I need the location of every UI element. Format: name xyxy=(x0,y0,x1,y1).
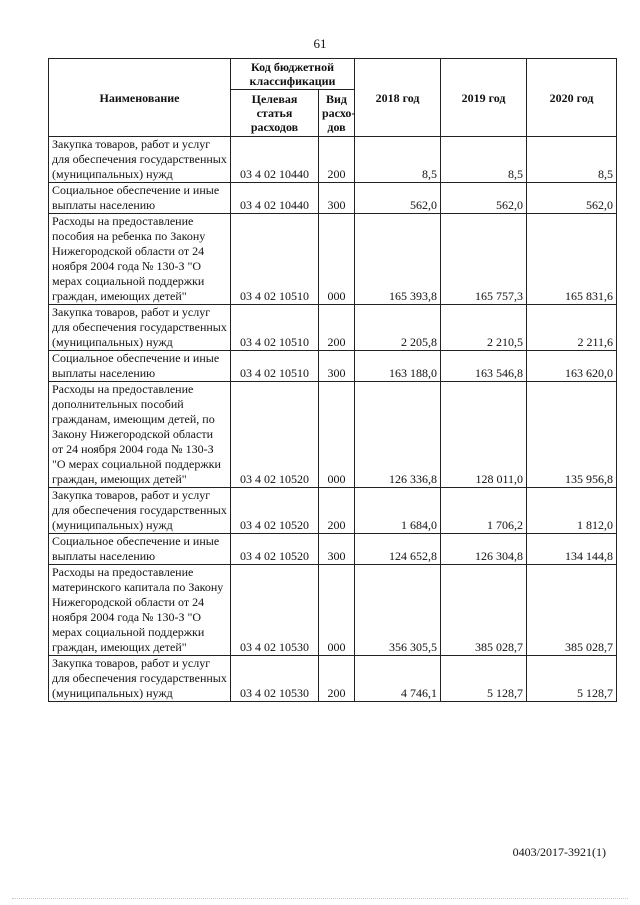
row-value-2020: 165 831,6 xyxy=(527,214,617,305)
row-expense-kind: 200 xyxy=(319,137,355,183)
row-expense-kind: 200 xyxy=(319,305,355,351)
header-name: Наименование xyxy=(49,59,231,137)
row-name: Закупка товаров, работ и услуг для обеспечения государственных (муниципальных) нужд xyxy=(49,305,231,351)
row-target-code: 03 4 02 10510 xyxy=(231,214,319,305)
row-expense-kind: 300 xyxy=(319,351,355,382)
row-value-2018: 356 305,5 xyxy=(355,565,441,656)
row-value-2019: 126 304,8 xyxy=(441,534,527,565)
scan-artifact-line xyxy=(12,898,628,900)
row-value-2019: 2 210,5 xyxy=(441,305,527,351)
row-value-2018: 165 393,8 xyxy=(355,214,441,305)
row-value-2019: 163 546,8 xyxy=(441,351,527,382)
row-name: Закупка товаров, работ и услуг для обеспечения государственных (муниципальных) нужд xyxy=(49,137,231,183)
row-expense-kind: 000 xyxy=(319,382,355,488)
budget-table xyxy=(48,58,617,702)
row-value-2018: 124 652,8 xyxy=(355,534,441,565)
table-body xyxy=(49,137,617,702)
table-row xyxy=(49,351,617,382)
row-target-code: 03 4 02 10520 xyxy=(231,382,319,488)
row-target-code: 03 4 02 10530 xyxy=(231,656,319,702)
table-row xyxy=(49,214,617,305)
table-row xyxy=(49,382,617,488)
table-row xyxy=(49,137,617,183)
row-value-2018: 562,0 xyxy=(355,183,441,214)
header-2020: 2020 год xyxy=(527,59,617,137)
row-value-2019: 165 757,3 xyxy=(441,214,527,305)
row-name: Социальное обеспечение и иные выплаты населению xyxy=(49,351,231,382)
table-row xyxy=(49,656,617,702)
table-row xyxy=(49,183,617,214)
row-value-2019: 562,0 xyxy=(441,183,527,214)
row-value-2019: 5 128,7 xyxy=(441,656,527,702)
row-value-2018: 1 684,0 xyxy=(355,488,441,534)
row-value-2020: 135 956,8 xyxy=(527,382,617,488)
row-value-2018: 163 188,0 xyxy=(355,351,441,382)
row-name: Закупка товаров, работ и услуг для обеспечения государственных (муниципальных) нужд xyxy=(49,656,231,702)
row-expense-kind: 000 xyxy=(319,214,355,305)
row-target-code: 03 4 02 10510 xyxy=(231,305,319,351)
row-value-2018: 126 336,8 xyxy=(355,382,441,488)
row-value-2020: 1 812,0 xyxy=(527,488,617,534)
row-name: Расходы на предоставление дополнительных пособий гражданам, имеющим детей, по Закону Нижегородской области от 24 ноября 2004 года № 130-З "О мерах социальной поддержки граждан, имеющих детей" xyxy=(49,382,231,488)
table-row xyxy=(49,534,617,565)
row-name: Расходы на предоставление пособия на ребенка по Закону Нижегородской области от 24 ноября 2004 года № 130-З "О мерах социальной поддержки граждан, имеющих детей" xyxy=(49,214,231,305)
row-expense-kind: 300 xyxy=(319,534,355,565)
row-expense-kind: 300 xyxy=(319,183,355,214)
row-value-2018: 4 746,1 xyxy=(355,656,441,702)
header-kind: Вид расхо-дов xyxy=(319,90,355,137)
row-target-code: 03 4 02 10520 xyxy=(231,534,319,565)
table-row xyxy=(49,488,617,534)
header-2019: 2019 год xyxy=(441,59,527,137)
row-name: Закупка товаров, работ и услуг для обеспечения государственных (муниципальных) нужд xyxy=(49,488,231,534)
header-2018: 2018 год xyxy=(355,59,441,137)
row-name: Расходы на предоставление материнского капитала по Закону Нижегородской области от 24 ноября 2004 года № 130-З "О мерах социальной поддержки граждан, имеющих детей" xyxy=(49,565,231,656)
row-value-2019: 1 706,2 xyxy=(441,488,527,534)
row-name: Социальное обеспечение и иные выплаты населению xyxy=(49,183,231,214)
row-value-2020: 562,0 xyxy=(527,183,617,214)
row-target-code: 03 4 02 10440 xyxy=(231,137,319,183)
row-target-code: 03 4 02 10520 xyxy=(231,488,319,534)
row-value-2020: 163 620,0 xyxy=(527,351,617,382)
row-value-2019: 8,5 xyxy=(441,137,527,183)
table-header xyxy=(49,59,617,137)
table-row xyxy=(49,565,617,656)
row-expense-kind: 000 xyxy=(319,565,355,656)
row-value-2020: 8,5 xyxy=(527,137,617,183)
row-value-2020: 134 144,8 xyxy=(527,534,617,565)
row-value-2020: 2 211,6 xyxy=(527,305,617,351)
row-value-2018: 2 205,8 xyxy=(355,305,441,351)
row-expense-kind: 200 xyxy=(319,488,355,534)
table-row xyxy=(49,305,617,351)
row-value-2020: 385 028,7 xyxy=(527,565,617,656)
header-target-article: Целевая статья расходов xyxy=(231,90,319,137)
page-number: 61 xyxy=(313,36,327,51)
row-target-code: 03 4 02 10440 xyxy=(231,183,319,214)
row-value-2019: 385 028,7 xyxy=(441,565,527,656)
header-code-group: Код бюджетной классификации xyxy=(231,59,355,90)
row-value-2019: 128 011,0 xyxy=(441,382,527,488)
row-value-2020: 5 128,7 xyxy=(527,656,617,702)
row-name: Социальное обеспечение и иные выплаты населению xyxy=(49,534,231,565)
document-code: 0403/2017-3921(1) xyxy=(512,845,606,859)
row-target-code: 03 4 02 10530 xyxy=(231,565,319,656)
row-value-2018: 8,5 xyxy=(355,137,441,183)
row-target-code: 03 4 02 10510 xyxy=(231,351,319,382)
row-expense-kind: 200 xyxy=(319,656,355,702)
